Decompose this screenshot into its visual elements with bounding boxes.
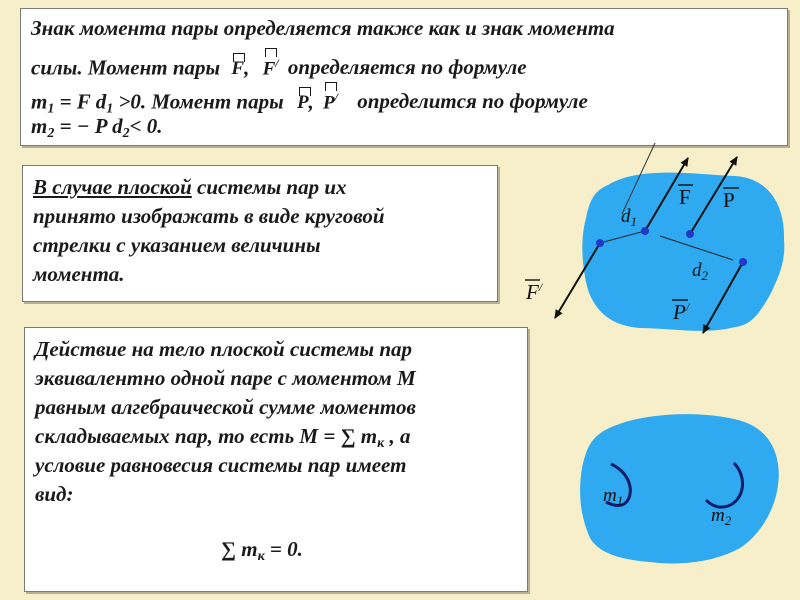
plane-line-3: стрелки с указанием величины [33,233,321,257]
intro-line-3: $m_1 = F$ $d_1 >0$. Момент пары P, P/ определится по формуле [31,84,588,122]
equiv-line-2: эквивалентно одной паре с моментом M [35,366,416,390]
label-P-prime: P/ [673,300,690,324]
vector-P: P [297,89,309,116]
intro-line-4: $m_2$ = − P $d_2< 0$. [31,114,163,141]
label-F-prime: F/ [526,280,543,304]
vector-P-prime: P/ [323,84,338,116]
plane-line-4: момента. [33,262,125,286]
intro-line-1: Знак момента пары определяется также как и знак момента [31,16,615,40]
vector-F: F [231,55,244,82]
label-F: F [679,185,691,209]
equiv-line-4: складываемых пар, то есть M = ∑ $m_к$ , а [35,424,411,451]
equiv-line-3: равным алгебраической сумме моментов [35,395,416,419]
equiv-line-5: условие равновесия системы пар имеет [35,453,407,477]
label-P: P [723,188,735,212]
plane-line-2: принято изображать в виде круговой [33,204,385,228]
equilibrium-formula: ∑ $m_к = 0$. [221,537,303,564]
equiv-line-6: вид: [35,482,74,506]
label-d2: $d_2$ [692,260,708,283]
plane-line-1: В случае плоской системы пар их [33,175,347,199]
vector-F-prime: F/ [263,50,279,82]
intro-line-2: силы. Момент пары F, F/ определяется по формуле [31,50,527,82]
equiv-line-1: Действие на тело плоской системы пар [35,337,413,361]
label-m2: $m_2$ [711,505,732,528]
label-m1: $m_1$ [603,485,624,508]
label-d1: $d_1$ [621,206,637,229]
